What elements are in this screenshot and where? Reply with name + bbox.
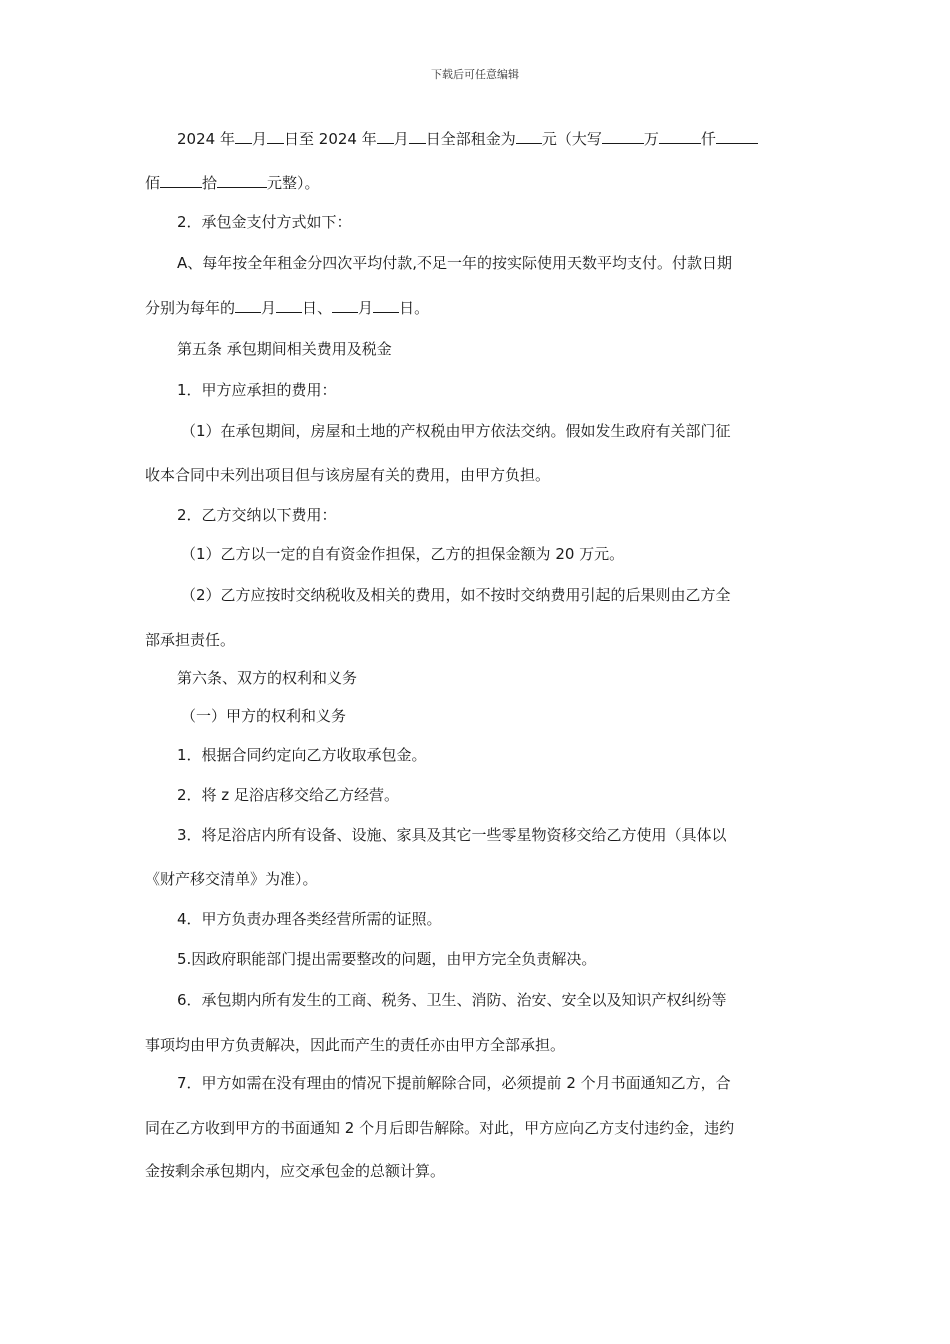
article-6-item-4: 4．甲方负责办理各类经营所需的证照。 — [177, 910, 442, 928]
article-6-subsection-1: （一）甲方的权利和义务 — [181, 707, 347, 725]
blank-field — [160, 172, 202, 188]
blank-field — [377, 128, 394, 144]
article-6-item-2: 2．将 z 足浴店移交给乙方经营。 — [177, 786, 399, 804]
blank-field — [602, 128, 644, 144]
blank-field — [217, 172, 267, 188]
rent-line-1: 2024 年 月 日至 2024 年 月 日全部租金为 元（大写 万 仟 — [177, 128, 837, 149]
article-6-item-7-line-3: 金按剩余承包期内，应交承包金的总额计算。 — [145, 1162, 446, 1180]
article-5-title: 第五条 承包期间相关费用及税金 — [177, 340, 392, 358]
blank-field — [332, 297, 358, 313]
article-5-item-1: 1．甲方应承担的费用： — [177, 381, 337, 399]
blank-field — [716, 128, 758, 144]
article-6-item-3-line-2: 《财产移交清单》为准）。 — [145, 870, 318, 888]
article-5-item-1-1-line-2: 收本合同中未列出项目但与该房屋有关的费用，由甲方负担。 — [145, 466, 551, 484]
article-6-item-5: 5.因政府职能部门提出需要整改的问题，由甲方完全负责解决。 — [177, 950, 597, 968]
rent-line-2: 佰 拾 元整）。 — [145, 174, 320, 192]
article-6-item-6-line-1: 6．承包期内所有发生的工商、税务、卫生、消防、治安、安全以及知识产权纠纷等 — [177, 991, 727, 1009]
payment-heading: 2．承包金支付方式如下： — [177, 213, 352, 231]
article-5-item-2: 2．乙方交纳以下费用： — [177, 506, 337, 524]
page-header: 下载后可任意编辑 — [431, 68, 519, 81]
article-6-title: 第六条、双方的权利和义务 — [177, 669, 358, 687]
blank-field — [373, 297, 399, 313]
article-6-item-6-line-2: 事项均由甲方负责解决，因此而产生的责任亦由甲方全部承担。 — [145, 1036, 566, 1054]
article-5-item-2-2-line-2: 部承担责任。 — [145, 631, 236, 649]
rent-year-1: 2024 — [177, 130, 216, 148]
article-5-item-2-2-line-1: （2）乙方应按时交纳税收及相关的费用，如不按时交纳费用引起的后果则由乙方全 — [181, 586, 731, 604]
payment-a-line-1: A、每年按全年租金分四次平均付款,不足一年的按实际使用天数平均支付。付款日期 — [177, 254, 733, 272]
blank-field — [659, 128, 701, 144]
blank-field — [409, 128, 426, 144]
blank-field — [267, 128, 284, 144]
blank-field — [516, 128, 542, 144]
article-5-item-1-1-line-1: （1）在承包期间，房屋和土地的产权税由甲方依法交纳。假如发生政府有关部门征 — [181, 422, 731, 440]
article-5-item-2-1: （1）乙方以一定的自有资金作担保，乙方的担保金额为 20 万元。 — [181, 545, 625, 563]
blank-field — [235, 128, 252, 144]
article-6-item-7-line-1: 7．甲方如需在没有理由的情况下提前解除合同，必须提前 2 个月书面通知乙方，合 — [177, 1074, 731, 1092]
rent-year-2: 2024 — [318, 130, 357, 148]
article-6-item-7-line-2: 同在乙方收到甲方的书面通知 2 个月后即告解除。对此，甲方应向乙方支付违约金，违约 — [145, 1119, 735, 1137]
blank-field — [235, 297, 261, 313]
article-6-item-1: 1．根据合同约定向乙方收取承包金。 — [177, 746, 427, 764]
payment-a-line-2: 分别为每年的 月 日、 月 日。 — [145, 299, 430, 317]
blank-field — [276, 297, 302, 313]
article-6-item-3-line-1: 3．将足浴店内所有设备、设施、家具及其它一些零星物资移交给乙方使用（具体以 — [177, 826, 727, 844]
